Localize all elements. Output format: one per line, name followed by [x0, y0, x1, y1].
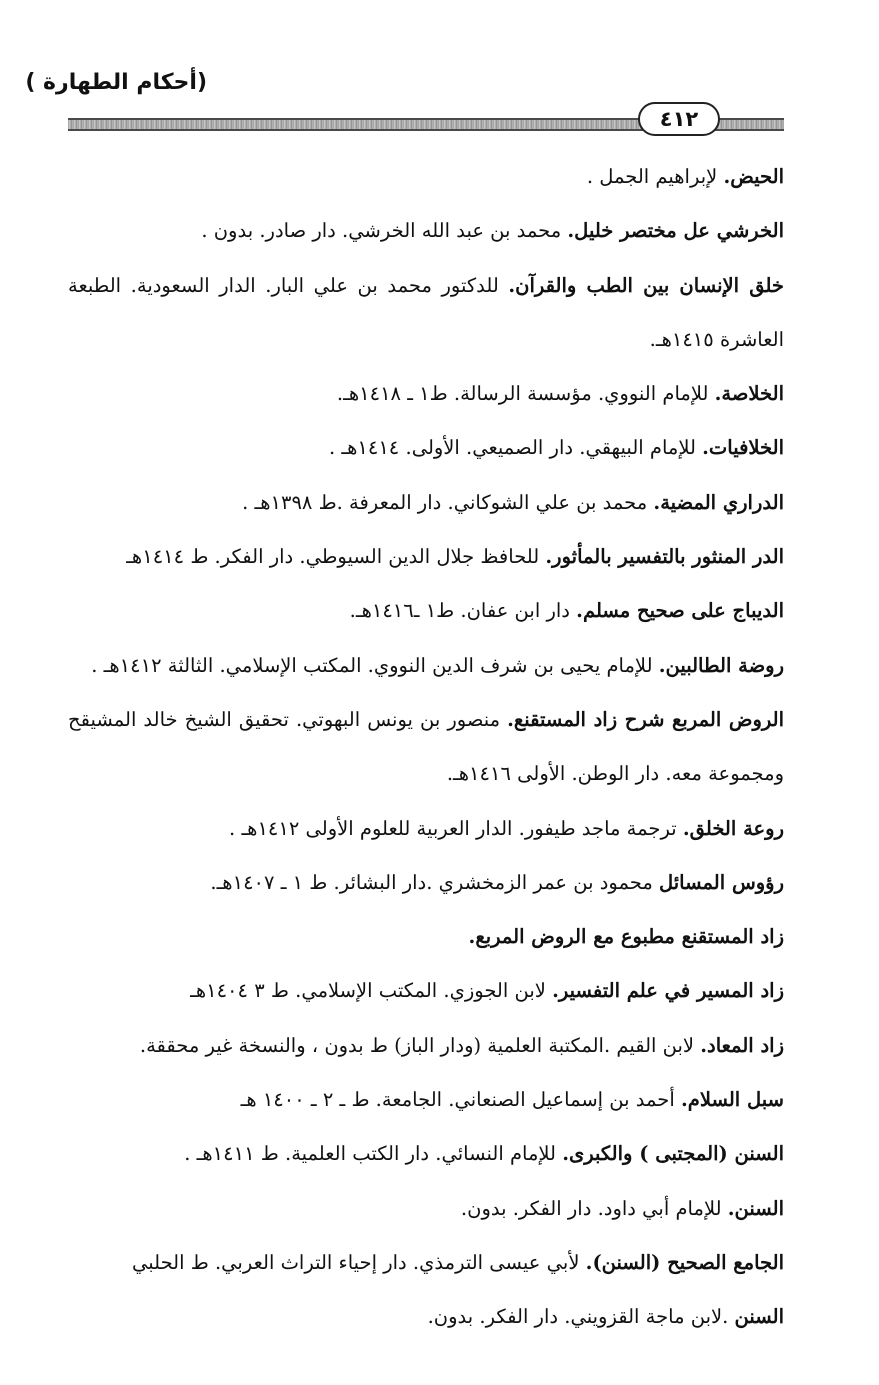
entry-title: الحيض.: [723, 165, 784, 188]
bibliography-entry: [68, 367, 784, 421]
bibliography-entry: [68, 150, 784, 204]
entry-title: الدراري المضية.: [653, 490, 784, 514]
entry-details: للإمام النووي. مؤسسة الرسالة. ط١ ـ ١٤١٨هـ.: [336, 382, 715, 406]
entry-title: السنن: [734, 1305, 784, 1329]
entry-details: لإبراهيم الجمل .: [586, 165, 724, 188]
entry-details: للحافظ جلال الدين السيوطي. دار الفكر. ط ١٤١٤هـ: [126, 545, 546, 569]
bibliography-entry: [68, 476, 784, 530]
entry-details: محمد بن علي الشوكاني. دار المعرفة .ط ١٣٩٨هـ .: [242, 490, 654, 514]
bibliography-entry: [68, 1073, 784, 1127]
entry-details: العاشرة ١٤١٥هـ.: [649, 327, 784, 351]
bibliography-entry: [68, 530, 784, 584]
bibliography-entry: [68, 1127, 784, 1181]
bibliography-entry: [68, 964, 784, 1018]
entry-details: محمود بن عمر الزمخشري .دار البشائر. ط ١ ـ ١٤٠٧هـ.: [210, 870, 659, 894]
entry-details: لابن القيم .المكتبة العلمية (ودار الباز) ط بدون ، والنسخة غير محققة.: [139, 1033, 701, 1057]
bibliography-entry: [68, 1236, 784, 1290]
entry-details: ومجموعة معه. دار الوطن. الأولى ١٤١٦هـ.: [446, 762, 784, 786]
entry-title: زاد المستقنع مطبوع مع الروض المربع.: [468, 925, 784, 949]
entry-title: رؤوس المسائل: [658, 870, 784, 894]
entry-title: زاد المعاد.: [700, 1033, 784, 1057]
bibliography-entry: [68, 584, 784, 638]
entry-details: للإمام البيهقي. دار الصميعي. الأولى. ١٤١٤هـ .: [328, 436, 703, 460]
entry-details: للدكتور محمد بن علي البار. الدار السعودية. الطبعة: [68, 273, 509, 297]
bibliography-entry: [68, 910, 784, 964]
entry-details: لأبي عيسى الترمذي. دار إحياء التراث العربي. ط الحلبي: [132, 1250, 586, 1274]
entry-title: الدر المنثور بالتفسير بالمأثور.: [545, 545, 784, 569]
entry-details: للإمام النسائي. دار الكتب العلمية. ط ١٤١١هـ .: [184, 1142, 563, 1166]
entry-title: زاد المسير في علم التفسير.: [552, 979, 784, 1003]
running-header-title: (أحكام الطهارة ): [25, 70, 207, 95]
page-number: ٤١٢: [638, 102, 720, 136]
entry-title: الخلافيات.: [702, 436, 784, 460]
entry-title: روضة الطالبين.: [658, 653, 784, 677]
entry-title: السنن.: [727, 1196, 784, 1220]
entry-title: الروض المربع شرح زاد المستقنع.: [507, 707, 784, 731]
entry-title: خلق الإنسان بين الطب والقرآن.: [508, 273, 784, 297]
entry-title: الجامع الصحيح (السنن).: [585, 1250, 784, 1274]
entry-details: للإمام أبي داود. دار الفكر. بدون.: [460, 1196, 728, 1220]
entry-details: دار ابن عفان. ط١ ـ١٤١٦هـ.: [349, 599, 577, 623]
bibliography-entry: [68, 1182, 784, 1236]
entry-title: سبل السلام.: [680, 1088, 784, 1112]
entry-details: للإمام يحيى بن شرف الدين النووي. المكتب الإسلامي. الثالثة ١٤١٢هـ .: [91, 653, 659, 677]
bibliography-entry: [68, 802, 784, 856]
bibliography-entry: [68, 693, 784, 747]
bibliography-entry: [68, 421, 784, 475]
bibliography-entry: [68, 1019, 784, 1073]
bibliography-entry: [68, 204, 784, 258]
bibliography-entry: [68, 1290, 784, 1344]
entry-details: أحمد بن إسماعيل الصنعاني. الجامعة. ط ـ ٢ ـ ١٤٠٠ هـ: [240, 1088, 681, 1112]
entry-title: الديباج على صحيح مسلم.: [576, 599, 784, 623]
bibliography-entry: [68, 313, 784, 367]
entry-title: الخرشي عل مختصر خليل.: [567, 219, 784, 243]
entry-details: منصور بن يونس البهوتي. تحقيق الشيخ خالد المشيقح: [68, 707, 508, 731]
entry-details: محمد بن عبد الله الخرشي. دار صادر. بدون .: [201, 219, 568, 243]
entry-details: .لابن ماجة القزويني. دار الفكر. بدون.: [427, 1305, 735, 1329]
bibliography-list: [68, 150, 784, 1345]
entry-details: ترجمة ماجد طيفور. الدار العربية للعلوم الأولى ١٤١٢هـ .: [229, 816, 683, 840]
bibliography-entry: [68, 639, 784, 693]
entry-details: لابن الجوزي. المكتب الإسلامي. ط ٣ ١٤٠٤هـ: [190, 979, 553, 1003]
bibliography-entry: [68, 747, 784, 801]
entry-title: روعة الخلق.: [682, 816, 784, 840]
bibliography-entry: [68, 856, 784, 910]
bibliography-entry: [68, 259, 784, 313]
entry-title: الخلاصة.: [714, 382, 784, 406]
entry-title: السنن (المجتبى ) والكبرى.: [562, 1142, 784, 1166]
